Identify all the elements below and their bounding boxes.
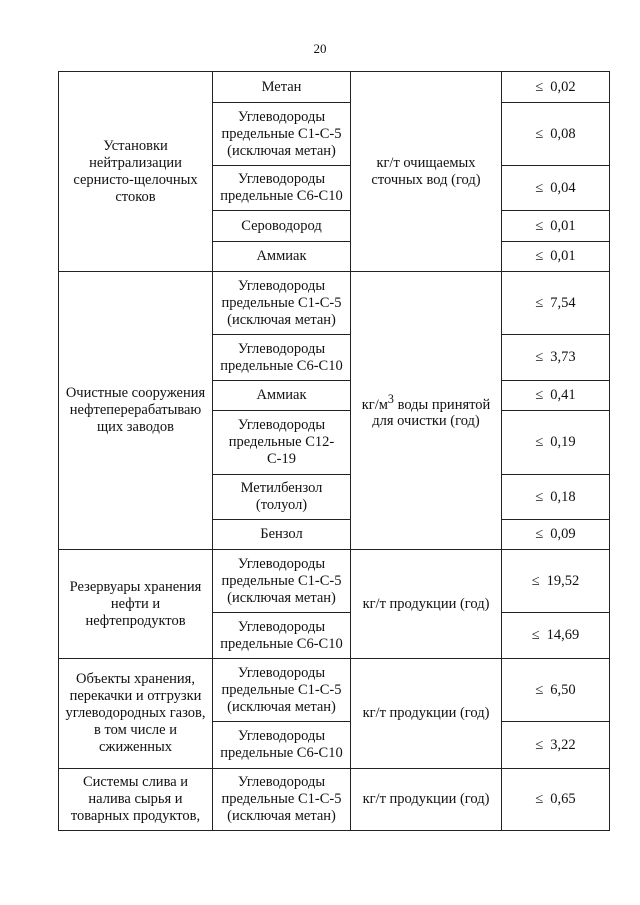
value-text: 3,73 — [550, 349, 576, 365]
value-cell — [502, 613, 610, 659]
value-cell — [502, 411, 610, 475]
value-cell — [502, 211, 610, 242]
value-cell — [502, 550, 610, 613]
le-symbol: ≤ — [535, 526, 544, 542]
le-symbol: ≤ — [535, 248, 544, 264]
value-cell — [502, 475, 610, 520]
le-symbol: ≤ — [531, 572, 540, 589]
le-symbol: ≤ — [535, 791, 544, 807]
le-symbol: ≤ — [535, 217, 544, 234]
unit-cell — [351, 272, 502, 550]
le-symbol: ≤ — [531, 627, 540, 643]
substance-cell: Углеводороды предельные С12-С-19 — [213, 411, 351, 475]
facility-cell: Установки нейтрализации сернисто-щелочных стоков — [59, 72, 213, 272]
le-symbol: ≤ — [535, 125, 544, 142]
substance-cell: Углеводороды предельные С1-С-5 (исключая метан) — [213, 272, 351, 335]
value-cell — [502, 72, 610, 103]
facility-cell: Очистные сооружения нефтеперерабатываю щих заводов — [59, 272, 213, 550]
value-text: 0,18 — [550, 488, 576, 505]
table-row — [59, 550, 610, 613]
substance-cell: Углеводороды предельные С1-С-5 (исключая метан) — [213, 769, 351, 831]
substance-cell: Углеводороды предельные С1-С-5 (исключая метан) — [213, 659, 351, 722]
page-number: 20 — [313, 41, 327, 56]
value-cell — [502, 769, 610, 831]
unit-suffix: воды принятой для очистки (год) — [372, 396, 491, 430]
value-text: 19,52 — [546, 572, 580, 589]
substance-cell: Метилбензол (толуол) — [213, 475, 351, 520]
substance-cell: Углеводороды предельные С6-С10 — [213, 335, 351, 381]
substance-cell: Углеводороды предельные С6-С10 — [213, 722, 351, 769]
value-cell — [502, 242, 610, 272]
substance-cell: Метан — [213, 72, 351, 103]
unit-prefix: кг/м — [361, 396, 388, 413]
le-symbol: ≤ — [535, 294, 544, 311]
value-text: 0,09 — [550, 526, 576, 542]
le-symbol: ≤ — [535, 488, 544, 505]
value-cell — [502, 722, 610, 769]
value-text: 0,41 — [550, 387, 576, 403]
value-text: 7,54 — [550, 294, 576, 311]
value-cell — [502, 272, 610, 335]
value-text: 0,02 — [550, 78, 576, 95]
le-symbol: ≤ — [535, 179, 544, 196]
facility-cell: Резервуары хранения нефти и нефтепродуктов — [59, 550, 213, 659]
emission-norms-table — [58, 71, 610, 831]
unit-cell: кг/т продукции (год) — [351, 550, 502, 659]
value-text: 0,08 — [550, 125, 576, 142]
facility-cell: Объекты хранения, перекачки и отгрузки углеводородных газов, в том числе и сжиженных — [59, 659, 213, 769]
le-symbol: ≤ — [535, 349, 544, 365]
le-symbol: ≤ — [535, 736, 544, 753]
le-symbol: ≤ — [535, 434, 544, 450]
le-symbol: ≤ — [535, 681, 544, 698]
substance-cell: Бензол — [213, 520, 351, 550]
value-text: 0,65 — [550, 791, 576, 807]
value-cell — [502, 381, 610, 411]
value-cell — [502, 166, 610, 211]
table-row — [59, 769, 610, 831]
value-text: 14,69 — [546, 627, 580, 643]
substance-cell: Углеводороды предельные С6-С10 — [213, 613, 351, 659]
unit-cell: кг/т продукции (год) — [351, 659, 502, 769]
value-cell — [502, 103, 610, 166]
substance-cell: Аммиак — [213, 381, 351, 411]
le-symbol: ≤ — [535, 78, 544, 95]
table-row — [59, 272, 610, 335]
value-text: 6,50 — [550, 681, 576, 698]
facility-cell: Системы слива и налива сырья и товарных продуктов, — [59, 769, 213, 831]
substance-cell: Углеводороды предельные С1-С-5 (исключая метан) — [213, 103, 351, 166]
value-text: 0,01 — [550, 217, 576, 234]
value-text: 0,01 — [550, 248, 576, 264]
substance-cell: Сероводород — [213, 211, 351, 242]
table-row — [59, 72, 610, 103]
value-cell — [502, 520, 610, 550]
value-text: 0,04 — [550, 179, 576, 196]
value-cell — [502, 335, 610, 381]
unit-cell: кг/т продукции (год) — [351, 769, 502, 831]
value-cell — [502, 659, 610, 722]
substance-cell: Углеводороды предельные С6-С10 — [213, 166, 351, 211]
substance-cell: Углеводороды предельные С1-С-5 (исключая метан) — [213, 550, 351, 613]
unit-superscript: 3 — [387, 391, 394, 406]
table-row — [59, 659, 610, 722]
substance-cell: Аммиак — [213, 242, 351, 272]
value-text: 3,22 — [550, 736, 576, 753]
value-text: 0,19 — [550, 434, 576, 450]
unit-cell: кг/т очищаемых сточных вод (год) — [351, 72, 502, 272]
le-symbol: ≤ — [535, 387, 544, 403]
